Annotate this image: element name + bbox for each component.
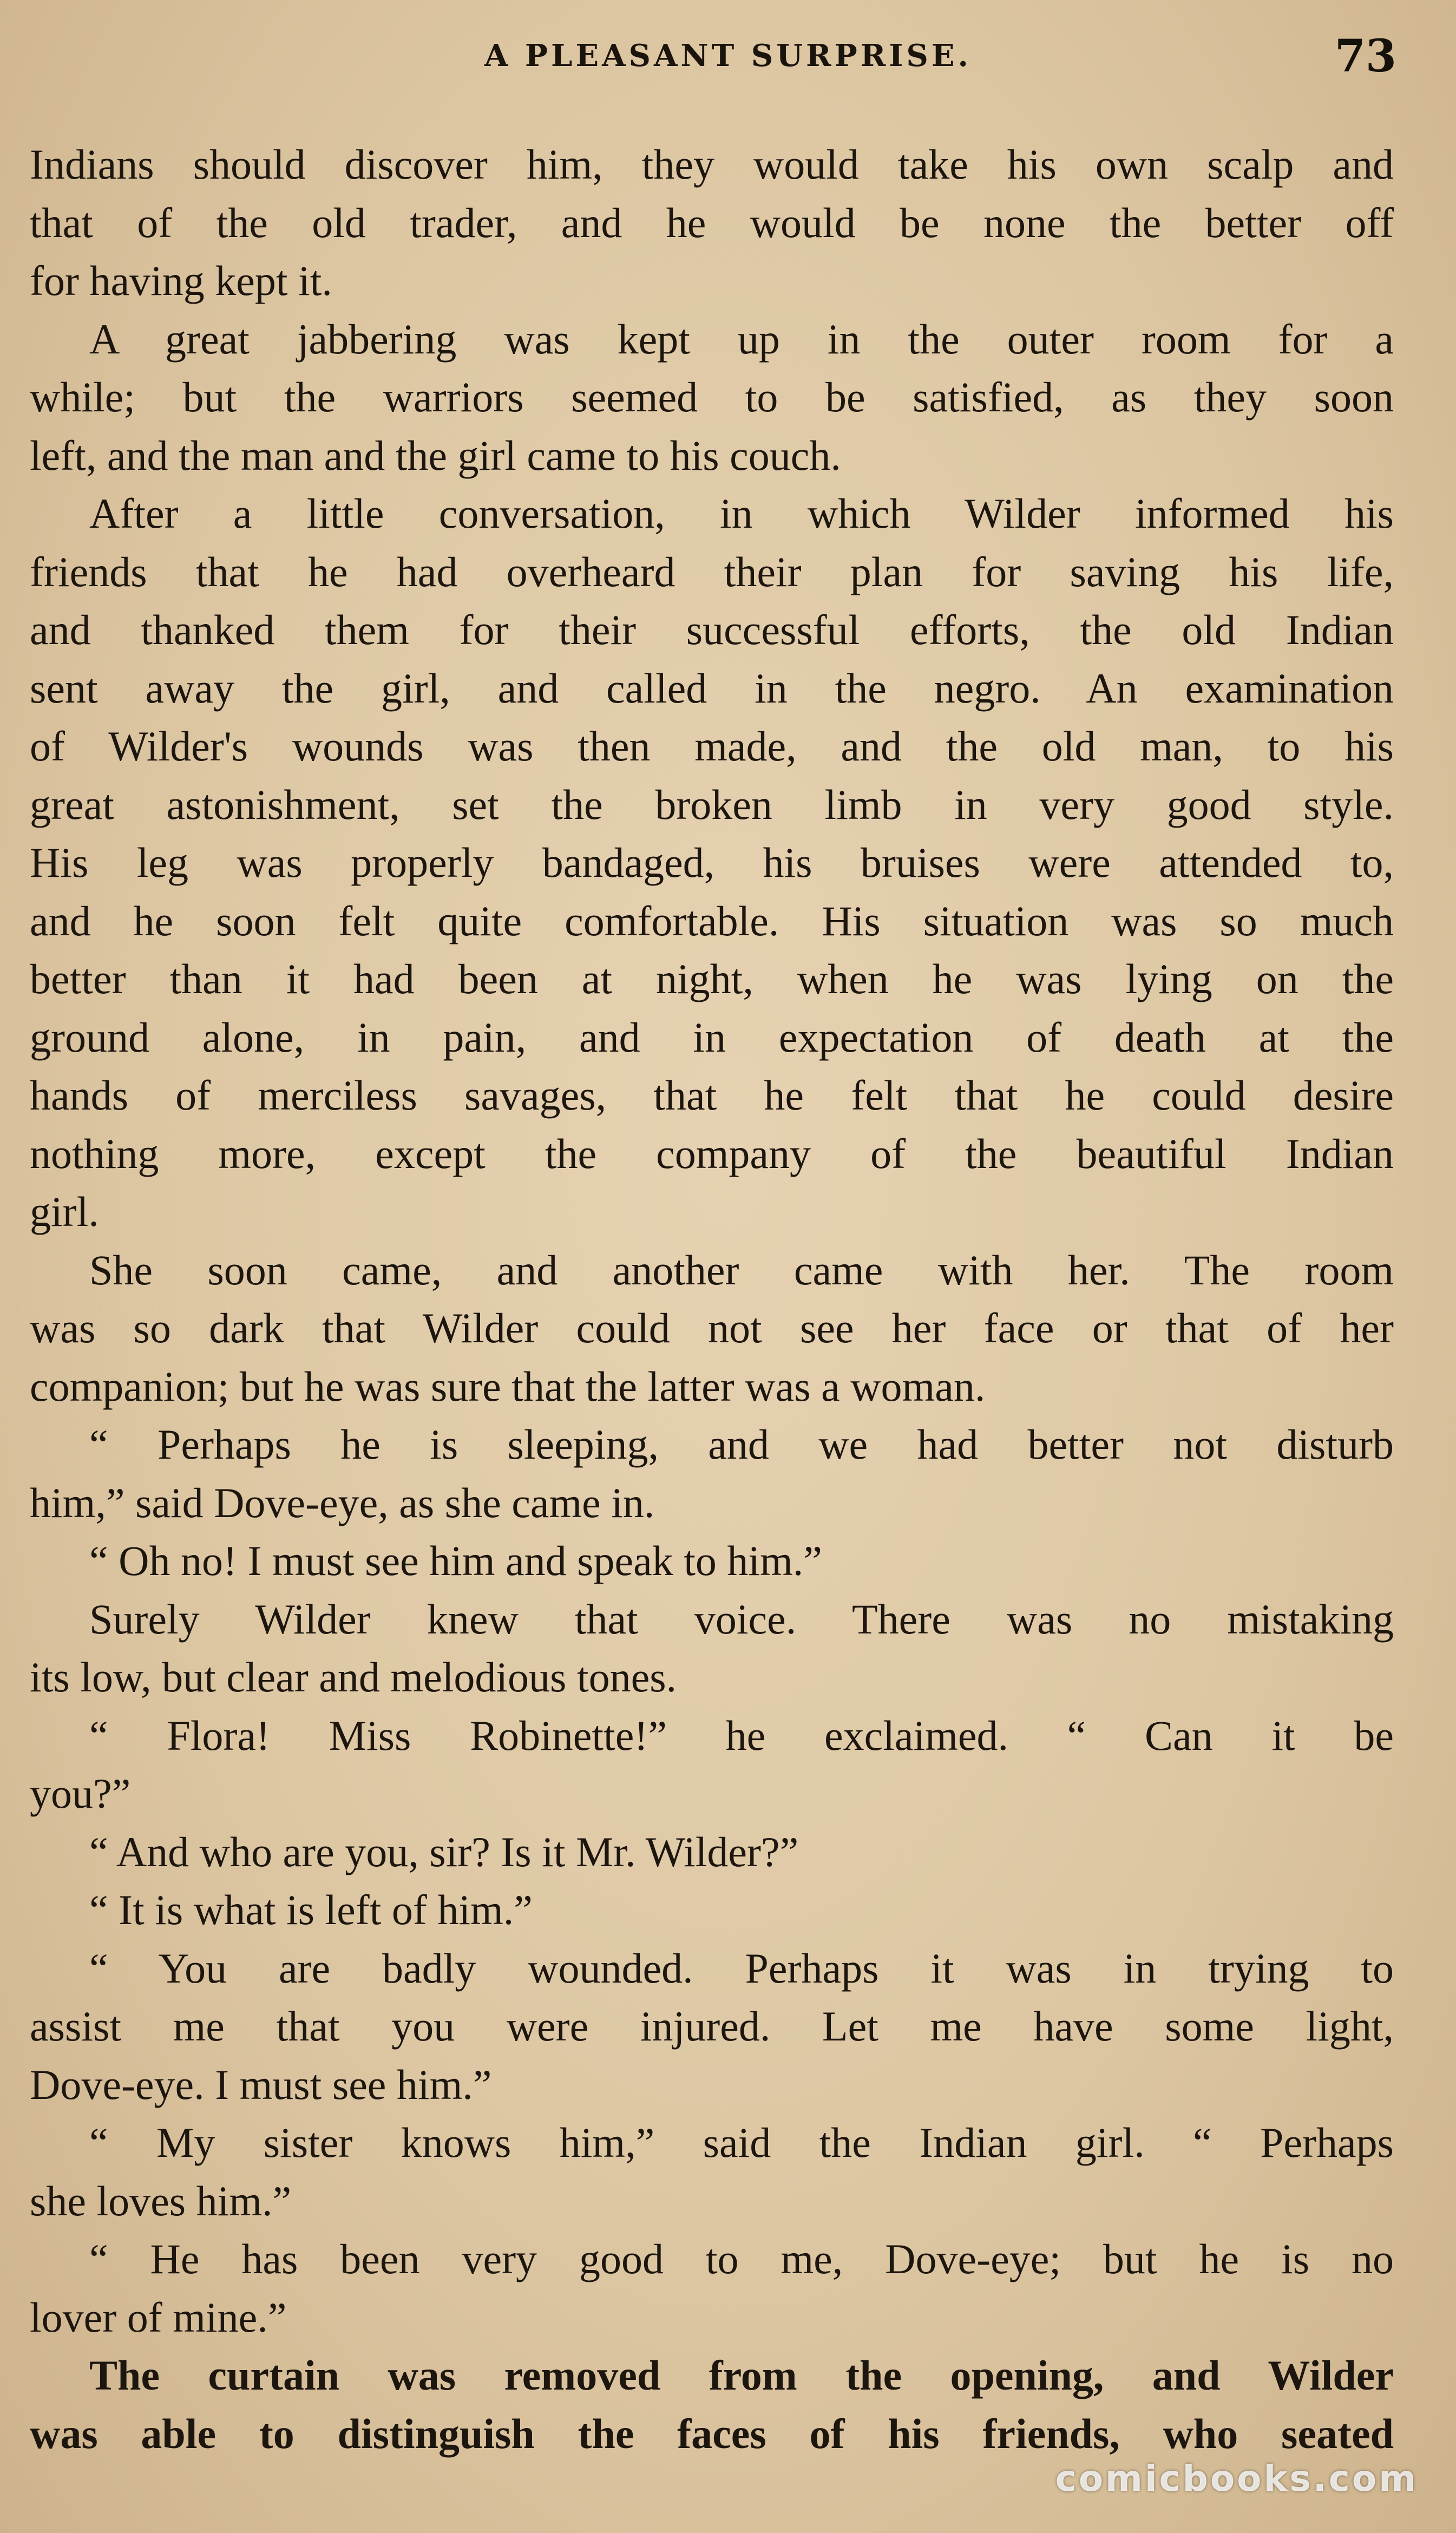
text-line: sent away the girl, and called in the negro. An examination [30, 664, 1394, 712]
text-line: hands of merciless savages, that he felt that he could desire [30, 1072, 1394, 1119]
text-line: great astonishment, set the broken limb in very good style. [30, 780, 1394, 828]
text-line: she loves him.” [30, 2177, 292, 2224]
text-line: “ My sister knows him,” said the Indian girl. “ Perhaps [89, 2119, 1394, 2166]
text-line: His leg was properly bandaged, his bruises were attended to, [30, 839, 1394, 886]
text-line: and thanked them for their successful efforts, the old Indian [30, 606, 1394, 653]
text-line: A great jabbering was kept up in the outer room for a [89, 315, 1394, 363]
text-line: was so dark that Wilder could not see her face or that of her [30, 1304, 1394, 1351]
text-line: better than it had been at night, when he was lying on the [30, 955, 1394, 1002]
running-title: A PLEASANT SURPRISE. [484, 38, 972, 74]
text-line: assist me that you were injured. Let me have some light, [30, 2003, 1394, 2050]
text-line: that of the old trader, and he would be none the better off [30, 199, 1394, 246]
text-line: was able to distinguish the faces of his friends, who seated [30, 2410, 1394, 2457]
text-line: of Wilder's wounds was then made, and the old man, to his [30, 723, 1394, 770]
running-head [0, 26, 1456, 86]
text-line: “ Perhaps he is sleeping, and we had better not disturb [89, 1421, 1394, 1468]
text-line: She soon came, and another came with her. The room [89, 1246, 1394, 1294]
text-line: Surely Wilder knew that voice. There was no mistaking [89, 1595, 1394, 1643]
text-line: After a little conversation, in which Wilder informed his [89, 490, 1394, 537]
text-line: you?” [30, 1770, 131, 1817]
text-line: and he soon felt quite comfortable. His situation was so much [30, 897, 1394, 944]
text-line: ground alone, in pain, and in expectation of death at the [30, 1013, 1394, 1061]
text-line: him,” said Dove-eye, as she came in. [30, 1479, 655, 1526]
text-line: lover of mine.” [30, 2293, 287, 2341]
text-line: companion; but he was sure that the latter was a woman. [30, 1362, 986, 1410]
text-line: “ You are badly wounded. Perhaps it was in trying to [89, 1944, 1394, 1992]
text-line: for having kept it. [30, 257, 332, 304]
text-line: friends that he had overheard their plan for saving his life, [30, 548, 1394, 595]
text-line: “ Flora! Miss Robinette!” he exclaimed. “ Can it be [89, 1711, 1394, 1759]
page-number: 73 [1334, 30, 1396, 82]
text-line: its low, but clear and melodious tones. [30, 1653, 677, 1701]
text-line: Indians should discover him, they would take his own scalp and [30, 141, 1394, 188]
text-line: while; but the warriors seemed to be satisfied, as they soon [30, 373, 1394, 421]
text-line: The curtain was removed from the opening, and Wilder [89, 2352, 1394, 2399]
watermark: comicbooks.com [1055, 2458, 1418, 2499]
text-line: nothing more, except the company of the beautiful Indian [30, 1130, 1394, 1177]
text-line: Dove-eye. I must see him.” [30, 2060, 492, 2108]
text-line: left, and the man and the girl came to his couch. [30, 431, 841, 479]
text-line: “ It is what is left of him.” [89, 1886, 533, 1933]
text-line: “ He has been very good to me, Dove-eye; but he is no [89, 2235, 1394, 2282]
text-line: girl. [30, 1188, 99, 1235]
body-text [30, 135, 1394, 2463]
text-line: “ Oh no! I must see him and speak to him.” [89, 1537, 822, 1584]
text-line: “ And who are you, sir? Is it Mr. Wilder?” [89, 1828, 799, 1875]
